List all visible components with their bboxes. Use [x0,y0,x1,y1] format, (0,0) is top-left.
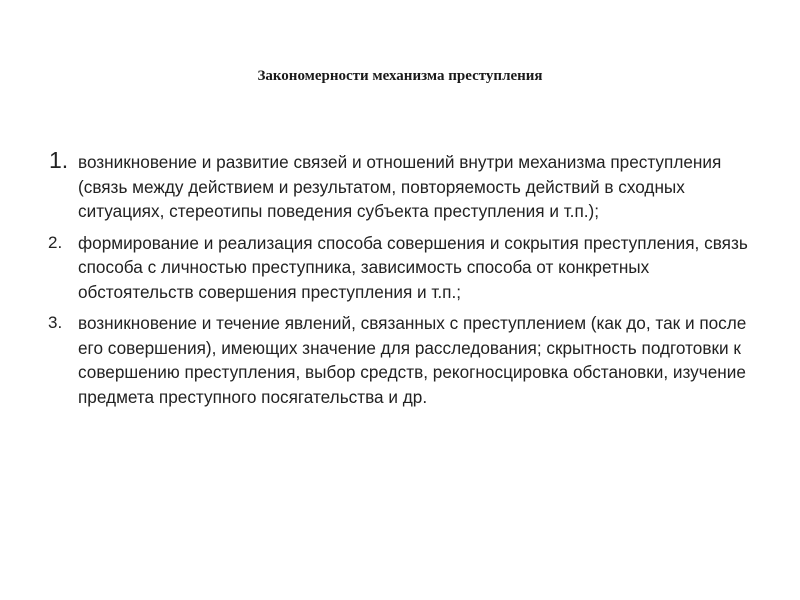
slide-title: Закономерности механизма преступления [257,68,543,84]
list-item-1 [48,147,748,224]
list-item-number: 1. [49,147,69,173]
list-item-text: формирование и реализация способа совершения и сокрытия преступления, связь способа с личностью преступника, зависимость способа от конкретных обстоятельств совершения преступления и т.п.; [78,232,748,302]
list-item-text: возникновение и течение явлений, связанных с преступлением (как до, так и после его совершения), имеющих значение для расследования; скрытность подготовки к совершению преступления, выбор средств, рекогносцировка обстановки, изучение предмета преступного посягательства и др. [78,313,747,407]
list-item-3 [48,311,748,409]
list-item-2 [48,231,748,305]
list [48,147,748,409]
list-item-number: 3. [48,313,63,332]
list-item-text: возникновение и развитие связей и отношений внутри механизма преступления (связь между действием и результатом, повторяемость действий в сходных ситуациях, стереотипы поведения субъекта преступления и т.п.); [78,152,722,221]
list-item-number: 2. [48,232,63,252]
